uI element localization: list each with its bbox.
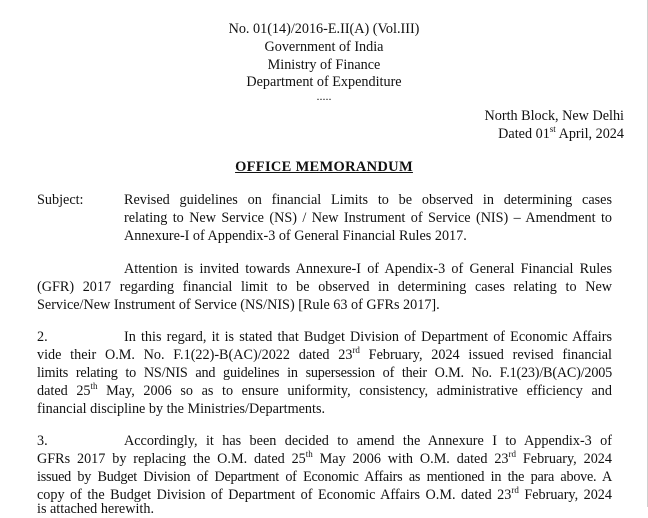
para1-line-2: (GFR) 2017 regarding financial limit to be observed in determining cases relating to New — [37, 279, 612, 295]
memo-title: OFFICE MEMORANDUM — [235, 159, 413, 175]
reference-number: No. 01(14)/2016-E.II(A) (Vol.III) — [228, 21, 420, 37]
para3-line-2-c: February, 2024 — [516, 451, 612, 467]
para3-line-4-a: copy of the Budget Division of Department of Economic Affairs O.M. dated 23 — [37, 487, 512, 503]
subject-line-2: relating to New Service (NS) / New Instrument of Service (NIS) – Amendment to — [124, 210, 612, 226]
para3-number: 3. — [37, 433, 48, 449]
date-suffix: April, 2024 — [555, 126, 624, 142]
place-location: North Block, New Delhi — [484, 108, 624, 124]
memo-date — [498, 125, 624, 143]
department-name: Department of Expenditure — [246, 74, 402, 90]
para3-line-2-a: GFRs 2017 by replacing the O.M. dated 25 — [37, 451, 306, 467]
para2-line-1: In this regard, it is stated that Budget Division of Department of Economic Affairs — [124, 329, 612, 345]
subject-line-1: Revised guidelines on financial Limits to be observed in determining cases — [124, 192, 612, 208]
para2-line-2 — [37, 346, 612, 364]
para3-line-4-b: February, 2024 — [518, 487, 612, 503]
para2-line-4-b: May, 2006 so as to ensure uniformity, consistency, administrative efficiency and — [97, 383, 612, 399]
subject-line-3: Annexure-I of Appendix-3 of General Financial Rules 2017. — [124, 228, 467, 244]
separator-dots: ..... — [316, 89, 332, 103]
date-prefix: Dated 01 — [498, 126, 550, 142]
para2-line-2-a: vide their O.M. No. F.1(22)-B(AC)/2022 dated 23 — [37, 347, 353, 363]
government-name: Government of India — [264, 39, 384, 55]
para2-line-5: financial discipline by the Ministries/Departments. — [37, 401, 326, 417]
para2-line-4 — [37, 382, 612, 400]
para2-line-4-a: dated 25 — [37, 383, 91, 399]
para3-line-4-sup: rd — [511, 485, 519, 495]
para3-line-2-b: May 2006 with O.M. dated 23 — [312, 451, 509, 467]
para2-line-2-b: February, 2024 issued revised financial — [359, 347, 612, 363]
subject-label: Subject: — [37, 192, 84, 208]
para1-line-3: Service/New Instrument of Service (NS/NIS) [Rule 63 of GFRs 2017]. — [37, 297, 440, 313]
para2-number: 2. — [37, 329, 48, 345]
ministry-name: Ministry of Finance — [267, 57, 381, 73]
para3-line-5: is attached herewith. — [37, 501, 154, 517]
para2-line-3: limits relating to NS/NIS and guidelines in supersession of their O.M. No. F.1(23)/B(AC)/2005 — [37, 365, 612, 381]
para1-line-1: Attention is invited towards Annexure-I of Apendix-3 of General Financial Rules — [124, 261, 612, 277]
para3-line-2 — [37, 450, 612, 468]
date-superscript: st — [549, 124, 556, 134]
para2-line-4-sup: th — [90, 381, 98, 391]
para3-line-3: issued by Budget Division of Department of Economic Affairs as mentioned in the para above. A — [37, 469, 612, 485]
para3-line-1: Accordingly, it has been decided to amend the Annexure I to Appendix-3 of — [124, 433, 612, 449]
para3-line-2-sup: th — [305, 449, 313, 459]
para3-line-2-sup2: rd — [508, 449, 517, 459]
para2-line-2-sup: rd — [352, 345, 360, 355]
